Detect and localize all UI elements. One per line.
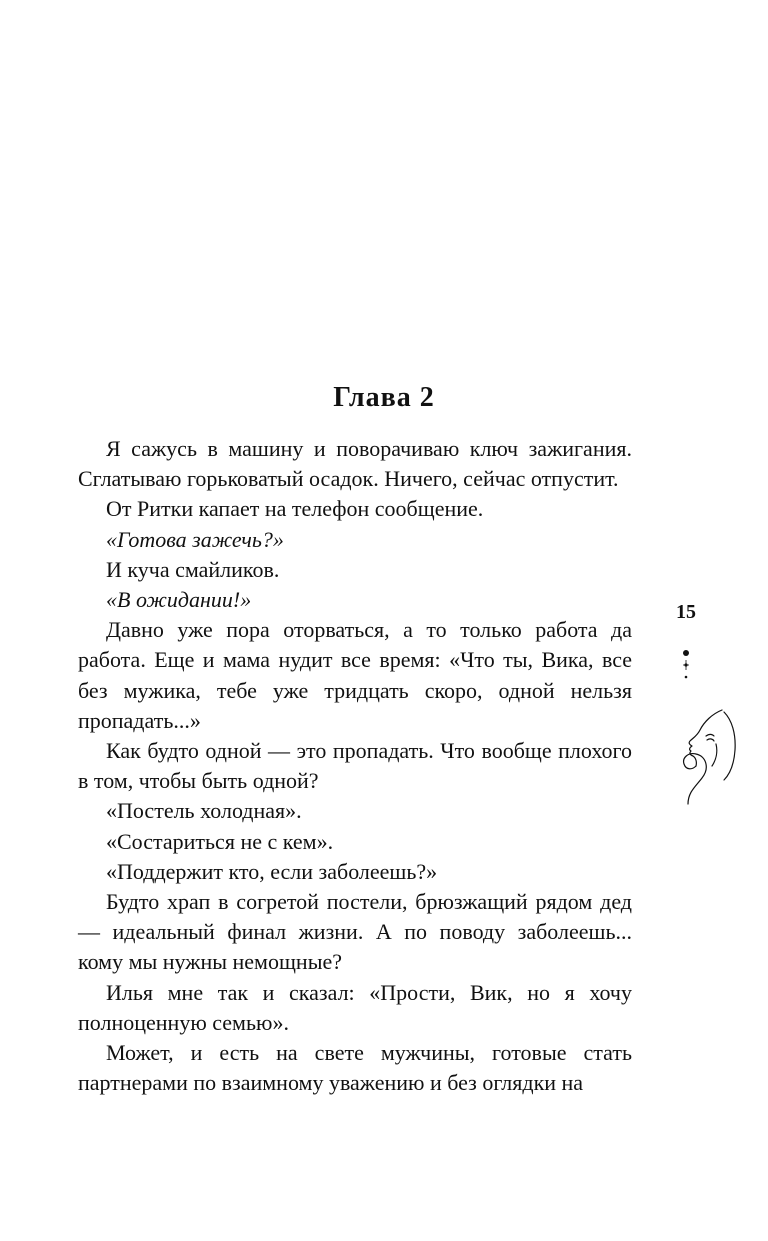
paragraph: Как будто одной — это пропадать. Что вообще плохого в том, чтобы быть одной? <box>78 738 632 794</box>
paragraph: Может, и есть на свете мужчины, готовые стать партнерами по взаимному уважению и без оглядки на <box>78 1040 632 1096</box>
paragraph: И куча смайликов. <box>106 556 280 582</box>
dots-ornament-icon <box>676 648 696 682</box>
chapter-title: Глава 2 <box>333 382 435 413</box>
face-line-art-icon <box>652 708 742 808</box>
body-text <box>78 434 632 1098</box>
paragraph: От Ритки капает на телефон сообщение. <box>106 496 484 522</box>
paragraph: Я сажусь в машину и поворачиваю ключ зажигания. Сглатываю горьковатый осадок. Ничего, сейчас отпустит. <box>78 436 632 492</box>
page-number: 15 <box>676 601 696 623</box>
paragraph: Илья мне так и сказал: «Прости, Вик, но я хочу полноценную семью». <box>78 979 632 1035</box>
paragraph: «Поддержит кто, если заболеешь?» <box>106 858 438 884</box>
paragraph: Будто храп в согретой постели, брюзжащий рядом дед — идеальный финал жизни. А по поводу заболеешь... кому мы нужны немощные? <box>78 889 632 975</box>
paragraph-italic: «В ожидании!» <box>106 587 252 613</box>
paragraph: «Постель холодная». <box>106 798 302 824</box>
paragraph: «Состариться не с кем». <box>106 828 334 854</box>
paragraph-italic: «Готова зажечь?» <box>106 526 284 552</box>
paragraph: Давно уже пора оторваться, а то только работа да работа. Еще и мама нудит все время: «Что ты, Вика, все без мужика, тебе уже тридцать скоро, одной нельзя пропадать...» <box>78 617 632 733</box>
